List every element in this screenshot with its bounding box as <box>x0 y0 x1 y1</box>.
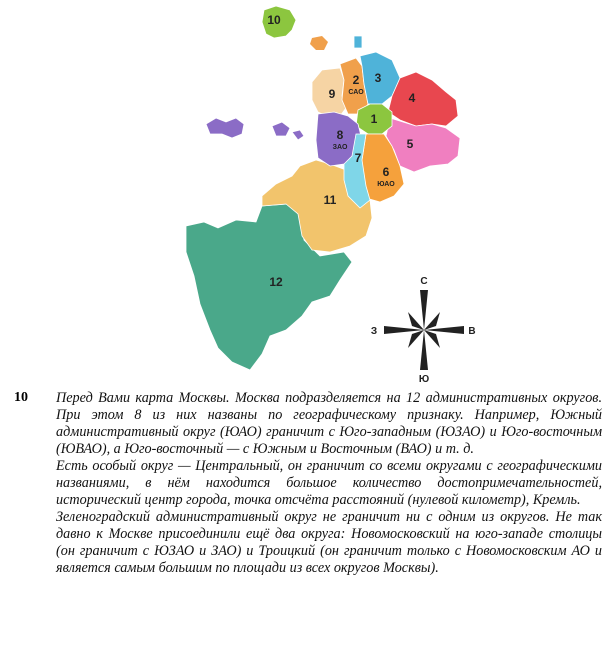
district-abbr: ЮАО <box>377 181 395 188</box>
question-number: 10 <box>14 390 28 405</box>
district-8-exclave-shape <box>292 130 304 140</box>
compass-diagonal-ne <box>424 312 440 330</box>
district-label: 11 <box>323 193 337 207</box>
question-text <box>56 390 602 577</box>
district-3-exclave-shape <box>354 36 362 48</box>
district-label: 1 <box>370 112 378 126</box>
district-label: 7 <box>354 151 362 165</box>
district-8-exclave-shape <box>272 122 290 136</box>
district-label: 6 <box>382 165 390 179</box>
district-label: 2 <box>352 73 360 87</box>
compass-north-label: С <box>420 276 428 287</box>
compass-diagonal-nw <box>408 312 424 330</box>
district-label: 4 <box>408 91 416 105</box>
question-paragraph: Зеленоградский административный округ не граничит ни с одним из округов. Не так давно к Москве присоединили ещё два округа: Новомосковский на юго-западе столицы (он граничит с ЮЗАО и ЗАО) и Троицкий (он граничит только с Новомосковским АО и является самым большим по площади из всех округов Москвы). <box>56 509 602 576</box>
district-abbr: САО <box>348 89 364 96</box>
compass-diagonal-se <box>424 330 440 348</box>
compass-needle-south <box>420 330 428 370</box>
question-paragraph: Есть особый округ — Центральный, он граничит со всеми округами с географическими названиями, в нём находится большое количество достопримечательностей, исторический центр города, точка отсчёта расстояний (нулевой километр), Кремль. <box>56 458 602 508</box>
question-paragraph: Перед Вами карта Москвы. Москва подразделяется на 12 административных округов. При этом 8 из них названы по географическому признаку. Например, Южный административный округ (ЮАО) граничит с Юго-западным (ЮЗАО) и Юго-восточным (ЮВАО), а Юго-восточный — с Южным и Восточным (ВАО) и т. д. <box>56 390 602 457</box>
district-label: 12 <box>269 275 283 289</box>
district-label: 5 <box>406 137 414 151</box>
district-label: 8 <box>336 128 344 142</box>
district-abbr: ЗАО <box>332 144 348 151</box>
compass-rose <box>371 276 476 385</box>
compass-needle-north <box>420 290 428 330</box>
compass-west-label: З <box>370 326 378 337</box>
district-label: 3 <box>374 71 382 85</box>
compass-east-label: В <box>468 326 476 337</box>
compass-diagonal-sw <box>408 330 424 348</box>
district-label: 10 <box>267 13 281 27</box>
compass-south-label: Ю <box>418 374 430 385</box>
district-8-exclave-shape <box>206 118 244 138</box>
district-label: 9 <box>328 87 336 101</box>
district-exclave-shape <box>310 36 328 50</box>
